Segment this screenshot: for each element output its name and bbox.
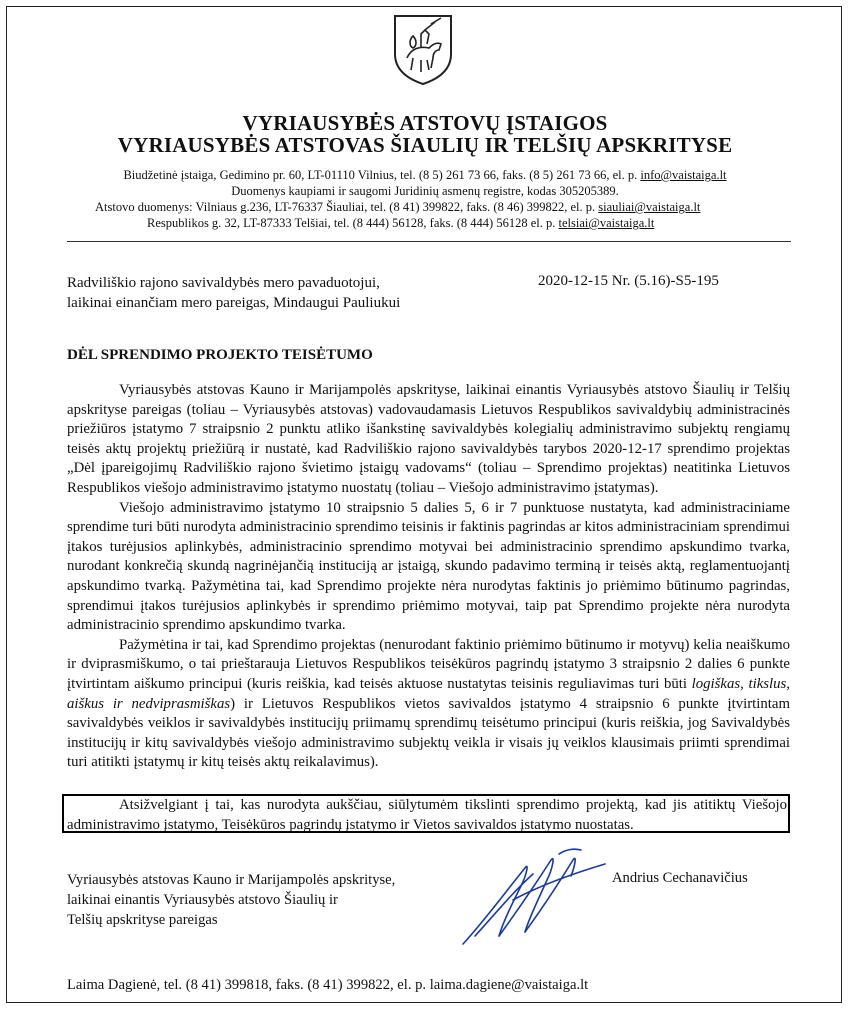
sender-line3: Telšių apskrityse pareigas (67, 912, 218, 928)
siauliai-email-link[interactable]: siauliai@vaistaiga.lt (598, 200, 701, 214)
letter-body (67, 381, 790, 773)
recipient-line1: Radviliškio rajono savivaldybės mero pavaduotojui, (67, 275, 380, 291)
info-email-link[interactable]: info@vaistaiga.lt (640, 168, 727, 182)
header-info-line2: Duomenys kaupiami ir saugomi Juridinių asmenų registre, kodas 305205389. (231, 184, 619, 198)
header-divider (67, 241, 791, 242)
header-info-line1: Biudžetinė įstaiga, Gedimino pr. 60, LT-01110 Vilnius, tel. (8 5) 261 73 66, faks. (8 5) 261 73 66, el. p. info@vaistaiga.lt (123, 168, 727, 182)
institution-title-line2: VYRIAUSYBĖS ATSTOVAS ŠIAULIŲ IR TELŠIŲ APSKRITYSE (117, 133, 733, 157)
contact-footer: Laima Dagienė, tel. (8 41) 399818, faks. (8 41) 399822, el. p. laima.dagiene@vaistaiga.lt (67, 977, 589, 993)
header-info-line4: Respublikos g. 32, LT-87333 Telšiai, tel. (8 444) 56128, faks. (8 444) 56128 el. p. telsiai@vaistaiga.lt (147, 216, 655, 230)
sender-line1: Vyriausybės atstovas Kauno ir Marijampolės apskrityse, (67, 872, 396, 888)
header-info-line3: Atstovo duomenys: Vilniaus g.236, LT-76337 Šiauliai, tel. (8 41) 399822, faks. (8 46) 399822, el. p. siauliai@vaistaiga.lt (95, 200, 701, 214)
body-paragraph-4: Atsižvelgiant į tai, kas nurodyta aukščiau, siūlytumėm tikslinti sprendimo projektą, kad jis atitiktų Viešojo administravimo įstatymo, Teisėkūros pagrindų įstatymo ir Vietos savivaldos įstatymo nuostatas. (67, 797, 787, 833)
body-paragraph-3: Pažymėtina ir tai, kad Sprendimo projektas (nenurodant faktinio priėmimo būtinumo ir motyvų) kelia neaiškumo ir dviprasmiškumo, o tai prieštarauja Lietuvos Respublikos teisėkūros pagrindų įstatymo 3 straipsnio 2 dalies 6 punkte įtvirtintam aiškumo principui (kuris reiškia, kad teisės aktuose nustatytas teisinis reguliavimas turi būti logiškas, tikslus, aiškus ir nedviprasmiškas) ir Lietuvos Respublikos vietos savivaldos įstatymo 4 straipsnio 6 punkte įtvirtintam savivaldybės veiklos ir savivaldybės institucijų priimamų sprendimų teisėtumo principui (kuris reiškia, jog Savivaldybės institucijų ir kitų savivaldybės viešojo administravimo subjektų veikla ir visais jų veiklos klausimais priimti sprendimai turi atitikti įstatymų ir kitų teisės aktų reikalavimus). (67, 636, 791, 771)
telsiai-email-link[interactable]: telsiai@vaistaiga.lt (558, 216, 655, 230)
body-paragraph-1: Vyriausybės atstovas Kauno ir Marijampolės apskrityse, laikinai einantis Vyriausybės atstovo Šiaulių ir Telšių apskrityse pareigas (toliau – Vyriausybės atstovas) vadovaudamasis Lietuvos Respublikos savivaldybių administracinės priežiūros įstatymo 7 straipsnio 2 punktu atliko išankstinę savivaldybės kolegialių administravimo subjektų rengiamų teisės aktų projektų priežiūrą ir nustatė, kad Radviliškio rajono savivaldybės tarybos 2020-12-17 sprendimo projektas „Dėl įpareigojimų Radviliškio rajono švietimo įstaigų vadovams“ (toliau – Sprendimo projektas) neatitinka Lietuvos Respublikos viešojo administravimo įstatymo nuostatų (toliau – Viešojo administravimo įstatymas). (67, 382, 790, 496)
letter-subject: DĖL SPRENDIMO PROJEKTO TEISĖTUMO (67, 347, 373, 363)
sender-line2: laikinai einantis Vyriausybės atstovo Šiaulių ir (67, 892, 338, 908)
signatory-name: Andrius Cechanavičius (612, 870, 748, 886)
reference-number: 2020-12-15 Nr. (5.16)-S5-195 (538, 273, 719, 289)
emphasis-text: logiškas, tikslus, aiškus ir nedviprasmiškas (67, 675, 791, 712)
conclusion-text (67, 796, 787, 835)
recipient-block (67, 273, 400, 313)
institution-title-line1: VYRIAUSYBĖS ATSTOVŲ ĮSTAIGOS (242, 111, 608, 135)
coat-of-arms-icon (391, 14, 455, 86)
body-paragraph-2: Viešojo administravimo įstatymo 10 straipsnio 5 dalies 5, 6 ir 7 punktuose nustatyta, kad administraciniame sprendime turi būti nurodyta administracinio sprendimo teisinis ir faktinis pagrindas ar kitos administraciniam sprendimui įtakos turėjusios aplinkybės, administracinio sprendimo motyvai bei administracinio sprendimo apskundimo tvarka, nurodant konkrečią skundą nagrinėjančią instituciją ar įstaigą, skundo padavimo terminą ir teisės aktą, reglamentuojantį apskundimo tvarką. Pažymėtina tai, kad Sprendimo projekte nėra nurodytas faktinis jo priėmimo būtinumo pagrindas, sprendimui įtakos turėjusios aplinkybės ir sprendimo priėmimo motyvai, taip pat Sprendimo projekte nėra nurodyta administracinio sprendimo apskundimo tvarka. (67, 499, 790, 634)
recipient-line2: laikinai einančiam mero pareigas, Mindaugui Pauliukui (67, 295, 401, 311)
sender-block (67, 870, 395, 930)
signature-icon (455, 840, 615, 950)
